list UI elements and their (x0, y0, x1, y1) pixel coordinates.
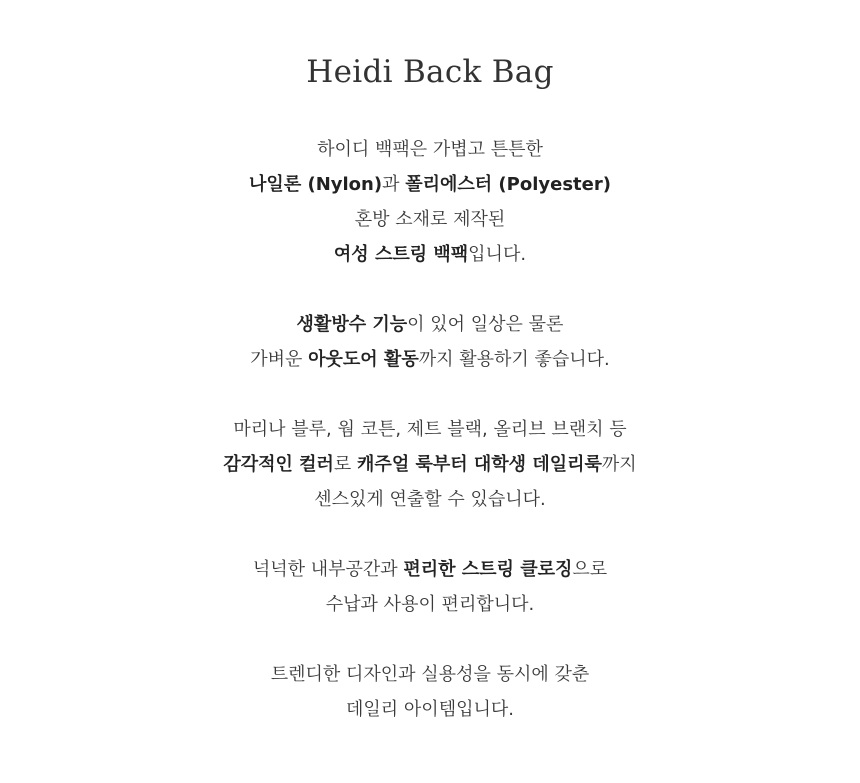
description-line (0, 202, 860, 237)
paragraph-spacer (0, 517, 860, 552)
description-text: 데일리 아이템입니다. (346, 699, 514, 720)
description-line (0, 657, 860, 692)
highlight-text: 편리한 스트링 클로징 (403, 559, 573, 580)
description-text: 이 있어 일상은 물론 (407, 314, 564, 335)
description-text: 까지 활용하기 좋습니다. (418, 349, 610, 370)
description-text: 로 (333, 454, 358, 475)
paragraph-spacer (0, 377, 860, 412)
description-line (0, 552, 860, 587)
description-line (0, 692, 860, 727)
description-text: 트렌디한 디자인과 실용성을 동시에 갖춘 (270, 664, 590, 685)
description-line (0, 167, 860, 202)
description-line (0, 307, 860, 342)
description-text: 가벼운 (250, 349, 309, 370)
description-text: 넉넉한 내부공간과 (252, 559, 404, 580)
description-line (0, 482, 860, 517)
description-text: 과 (382, 174, 406, 195)
description-line (0, 342, 860, 377)
description-text: 하이디 백팩은 가볍고 튼튼한 (317, 139, 543, 160)
description-text: 수납과 사용이 편리합니다. (325, 594, 535, 615)
description-text: 입니다. (468, 244, 527, 265)
highlight-text: 폴리에스터 (Polyester) (405, 174, 611, 195)
highlight-text: 감각적인 컬러 (223, 454, 334, 475)
description-text: 혼방 소재로 제작된 (354, 209, 506, 230)
description-line (0, 412, 860, 447)
highlight-text: 아웃도어 활동 (308, 349, 419, 370)
paragraph-spacer (0, 272, 860, 307)
description-text: 마리나 블루, 웜 코튼, 제트 블랙, 올리브 브랜치 등 (233, 419, 627, 440)
description-text: 까지 (601, 454, 637, 475)
description-text: 센스있게 연출할 수 있습니다. (314, 489, 546, 510)
highlight-text: 여성 스트링 백팩 (333, 244, 469, 265)
description-line (0, 587, 860, 622)
description-line (0, 447, 860, 482)
highlight-text: 캐주얼 룩부터 대학생 데일리룩 (357, 454, 602, 475)
paragraph-spacer (0, 622, 860, 657)
description-text: 으로 (572, 559, 608, 580)
product-description (0, 132, 860, 727)
description-line (0, 237, 860, 272)
highlight-text: 생활방수 기능 (296, 314, 408, 335)
description-line (0, 132, 860, 167)
highlight-text: 나일론 (Nylon) (249, 174, 383, 195)
product-title: Heidi Back Bag (306, 54, 554, 90)
